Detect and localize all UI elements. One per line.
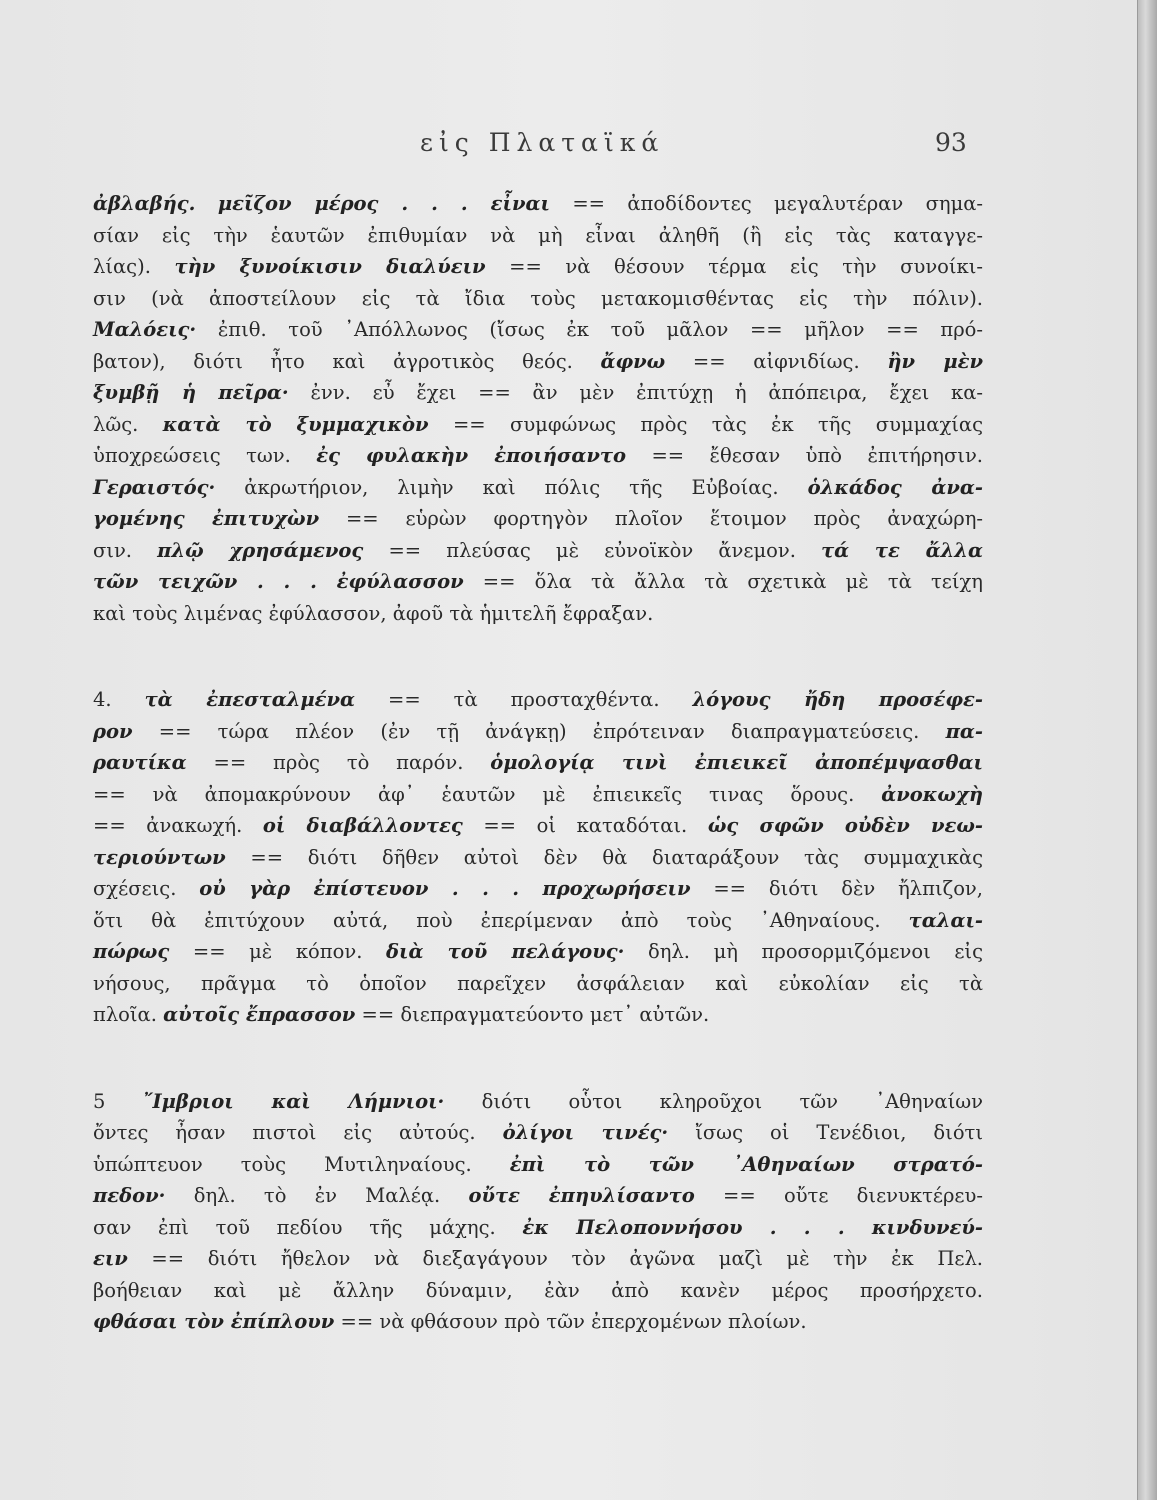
- lemma: γομένης ἐπιτυχὼν: [93, 507, 320, 530]
- page-header: [0, 128, 1138, 168]
- gloss-text: νήσους, πρᾶγμα τὸ ὁποῖον παρεῖχεν ἀσφάλειαν καὶ εὐκολίαν εἰς τὰ: [93, 971, 983, 995]
- paragraph-gap: [93, 629, 983, 684]
- lemma: ὁμολογίᾳ τινὶ ἐπιεικεῖ ἀποπέμψασθαι: [490, 751, 983, 774]
- lemma: ὀλίγοι τινές·: [502, 1121, 669, 1144]
- gloss-text: == νὰ θέσουν τέρμα εἰς τὴν συνοίκι-: [485, 255, 983, 278]
- gloss-text: δηλ. μὴ προσορμιζόμενοι εἰς: [624, 940, 983, 963]
- lemma: ρον: [93, 719, 133, 743]
- lemma: ἐκ Πελοποννήσου . . . κινδυνεύ-: [522, 1215, 983, 1239]
- lemma: οὔτε ἐπηυλίσαντο: [468, 1184, 695, 1207]
- text-line: [93, 905, 983, 937]
- book-binding-edge: [1137, 0, 1157, 1500]
- lemma: διὰ τοῦ πελάγους·: [386, 940, 625, 963]
- gloss-text: δηλ. τὸ ἐν Μαλέᾳ.: [165, 1184, 469, 1207]
- gloss-text: == διότι δὲν ἤλπιζον,: [690, 877, 983, 900]
- text-line: [93, 598, 983, 630]
- lemma: αὐτοῖς ἔπρασσον: [163, 1003, 356, 1026]
- gloss-text: == οὔτε διενυκτέρευ-: [694, 1184, 983, 1207]
- gloss-text: ὑποχρεώσεις των.: [93, 444, 317, 467]
- lemma: ἀνοκωχὴ: [881, 782, 983, 806]
- gloss-text: ἐπιθ. τοῦ ᾿Απόλλωνος (ἴσως ἐκ τοῦ μᾶλον == μῆλον == πρό-: [196, 318, 983, 341]
- text-line: [93, 999, 983, 1031]
- text-line: [93, 1086, 983, 1118]
- text-line: [93, 377, 983, 409]
- text-line: [93, 283, 983, 315]
- text-line: [93, 188, 983, 220]
- text-line: [93, 314, 983, 346]
- text-line: [93, 873, 983, 905]
- commentary-text: [93, 188, 983, 1338]
- gloss-text: ὑπώπτευον τοὺς Μυτιληναίους.: [93, 1152, 510, 1176]
- lemma: πα-: [945, 719, 983, 743]
- text-line: [93, 810, 983, 842]
- text-line: [93, 535, 983, 567]
- text-line: [93, 1306, 983, 1338]
- lemma: πώρως: [93, 940, 170, 963]
- text-line: [93, 1275, 983, 1307]
- text-line: [93, 220, 983, 252]
- page-number: 93: [935, 128, 967, 157]
- lemma: Μαλόεις·: [93, 318, 197, 341]
- lemma: μεῖζον μέρος . . . εἶναι: [217, 192, 550, 215]
- gloss-text: σχέσεις.: [93, 877, 200, 900]
- text-line: [93, 472, 983, 504]
- lemma: οἱ διαβάλλοντες: [262, 814, 463, 837]
- gloss-text: == νὰ φθάσουν πρὸ τῶν ἐπερχομένων πλοίων.: [334, 1310, 807, 1333]
- text-line: [93, 440, 983, 472]
- lemma: Γεραιστός·: [93, 475, 216, 499]
- text-line: [93, 716, 983, 748]
- gloss-text: βοήθειαν καὶ μὲ ἄλλην δύναμιν, ἐὰν ἀπὸ κανὲν μέρος προσήρχετο.: [93, 1278, 983, 1302]
- gloss-text: λῶς.: [93, 412, 163, 436]
- gloss-text: == ἔθεσαν ὑπὸ ἐπιτήρησιν.: [626, 444, 984, 467]
- gloss-text: == διεπραγματεύοντο μετ᾿ αὐτῶν.: [355, 1003, 710, 1026]
- gloss-text: ἴσως οἱ Τενέδιοι, διότι: [668, 1121, 983, 1144]
- text-line: [93, 346, 983, 378]
- gloss-text: σαν ἐπὶ τοῦ πεδίου τῆς μάχης.: [93, 1215, 523, 1239]
- gloss-text: 4.: [93, 688, 145, 711]
- gloss-text: βατον), διότι ἦτο καὶ ἀγροτικὸς θεός.: [93, 349, 601, 373]
- gloss-text: == αἰφνιδίως.: [665, 349, 888, 373]
- gloss-text: ἀκρωτήριον, λιμὴν καὶ πόλις τῆς Εὐβοίας.: [215, 475, 808, 499]
- gloss-text: πλοῖα.: [93, 1003, 164, 1026]
- lemma: ῎Ιμβριοι καὶ Λήμνιοι·: [142, 1089, 445, 1113]
- gloss-text: == συμφώνως πρὸς τὰς ἐκ τῆς συμμαχίας: [428, 412, 984, 436]
- text-line: [93, 747, 983, 779]
- lemma: ἢν μὲν: [887, 349, 983, 373]
- text-line: [93, 566, 983, 598]
- gloss-text: ἐνν. εὖ ἔχει == ἂν μὲν ἐπιτύχῃ ἡ ἀπόπειρα, ἔχει κα-: [288, 381, 984, 404]
- gloss-text: == ὅλα τὰ ἄλλα τὰ σχετικὰ μὲ τὰ τείχη: [463, 570, 983, 593]
- lemma: οὐ γὰρ ἐπίστευον . . . προχωρήσειν: [199, 877, 691, 900]
- running-title: εἰς Πλαταϊκά: [420, 128, 665, 157]
- text-line: [93, 968, 983, 1000]
- gloss-text: σιν.: [93, 538, 158, 562]
- lemma: ἄφνω: [600, 349, 666, 373]
- gloss-text: == πρὸς τὸ παρόν.: [186, 751, 491, 774]
- gloss-text: σιν (νὰ ἀποστείλουν εἰς τὰ ἴδια τοὺς μετακομισθέντας εἰς τὴν πόλιν).: [93, 286, 983, 310]
- gloss-text: [195, 192, 217, 215]
- lemma: τὰ ἐπεσταλμένα: [144, 688, 356, 711]
- gloss-text: == εὑρὼν φορτηγὸν πλοῖον ἕτοιμον πρὸς ἀναχώρη-: [319, 507, 983, 530]
- gloss-text: == τώρα πλέον (ἐν τῇ ἀνάγκῃ) ἐπρότειναν διαπραγματεύσεις.: [132, 719, 946, 743]
- gloss-text: == διότι δῆθεν αὐτοὶ δὲν θὰ διαταράξουν τὰς συμμαχικὰς: [225, 845, 983, 869]
- lemma: ὁλκάδος ἀνα-: [807, 475, 983, 499]
- gloss-text: == τὰ προσταχθέντα.: [355, 688, 693, 711]
- lemma: ὡς σφῶν οὐδὲν νεω-: [707, 814, 984, 837]
- lemma: πλῷ χρησάμενος: [157, 538, 364, 562]
- gloss-text: == πλεύσας μὲ εὐνοϊκὸν ἄνεμον.: [363, 538, 822, 562]
- lemma: ταλαι-: [908, 908, 983, 932]
- gloss-text: == οἱ καταδόται.: [462, 814, 708, 837]
- text-line: [93, 1180, 983, 1212]
- lemma: ειν: [93, 1247, 128, 1270]
- lemma: φθάσαι τὸν ἐπίπλουν: [93, 1310, 335, 1333]
- text-line: [93, 503, 983, 535]
- lemma: ξυμβῇ ἡ πεῖρα·: [93, 381, 289, 404]
- text-line: [93, 779, 983, 811]
- text-line: [93, 936, 983, 968]
- lemma: ἀβλαβής.: [93, 192, 196, 215]
- text-line: [93, 251, 983, 283]
- text-line: [93, 842, 983, 874]
- text-line: [93, 1117, 983, 1149]
- text-line: [93, 684, 983, 716]
- gloss-text: σίαν εἰς τὴν ἑαυτῶν ἐπιθυμίαν νὰ μὴ εἶναι ἀληθῆ (ἢ εἰς τὰς καταγγε-: [93, 223, 983, 247]
- gloss-text: 5: [93, 1089, 143, 1113]
- lemma: ἐπὶ τὸ τῶν ᾿Αθηναίων στρατό-: [509, 1152, 983, 1176]
- lemma: πεδον·: [93, 1184, 166, 1207]
- gloss-text: == νὰ ἀπομακρύνουν ἀφ᾿ ἑαυτῶν μὲ ἐπιεικεῖς τινας ὅρους.: [93, 782, 882, 806]
- lemma: τῶν τειχῶν . . . ἐφύλασσον: [93, 570, 464, 593]
- text-line: [93, 1212, 983, 1244]
- gloss-text: == διότι ἤθελον νὰ διεξαγάγουν τὸν ἀγῶνα μαζὶ μὲ τὴν ἐκ Πελ.: [127, 1247, 983, 1270]
- paragraph-gap: [93, 1031, 983, 1086]
- lemma: τὴν ξυνοίκισιν διαλύειν: [174, 255, 486, 278]
- lemma: τά τε ἄλλα: [821, 538, 983, 562]
- gloss-text: διότι οὗτοι κληροῦχοι τῶν ᾿Αθηναίων: [444, 1089, 983, 1113]
- text-line: [93, 1243, 983, 1275]
- lemma: λόγους ἤδη προσέφε-: [692, 688, 983, 711]
- lemma: ραυτίκα: [93, 751, 187, 774]
- gloss-text: λίας).: [93, 255, 175, 278]
- gloss-text: == ἀποδίδοντες μεγαλυτέραν σημα-: [549, 192, 984, 215]
- gloss-text: ὅτι θὰ ἐπιτύχουν αὐτά, ποὺ ἐπερίμεναν ἀπὸ τοὺς ᾿Αθηναίους.: [93, 908, 909, 932]
- lemma: ἐς φυλακὴν ἐποιήσαντο: [316, 444, 627, 467]
- text-line: [93, 409, 983, 441]
- lemma: τεριούντων: [93, 845, 226, 869]
- text-line: [93, 1149, 983, 1181]
- lemma: κατὰ τὸ ξυμμαχικὸν: [162, 412, 429, 436]
- gloss-text: ὄντες ἦσαν πιστοὶ εἰς αὐτούς.: [93, 1121, 503, 1144]
- gloss-text: == ἀνακωχή.: [93, 814, 263, 837]
- gloss-text: == μὲ κόπον.: [169, 940, 387, 963]
- gloss-text: καὶ τοὺς λιμένας ἐφύλασσον, ἀφοῦ τὰ ἡμιτελῆ ἔφραξαν.: [93, 601, 654, 625]
